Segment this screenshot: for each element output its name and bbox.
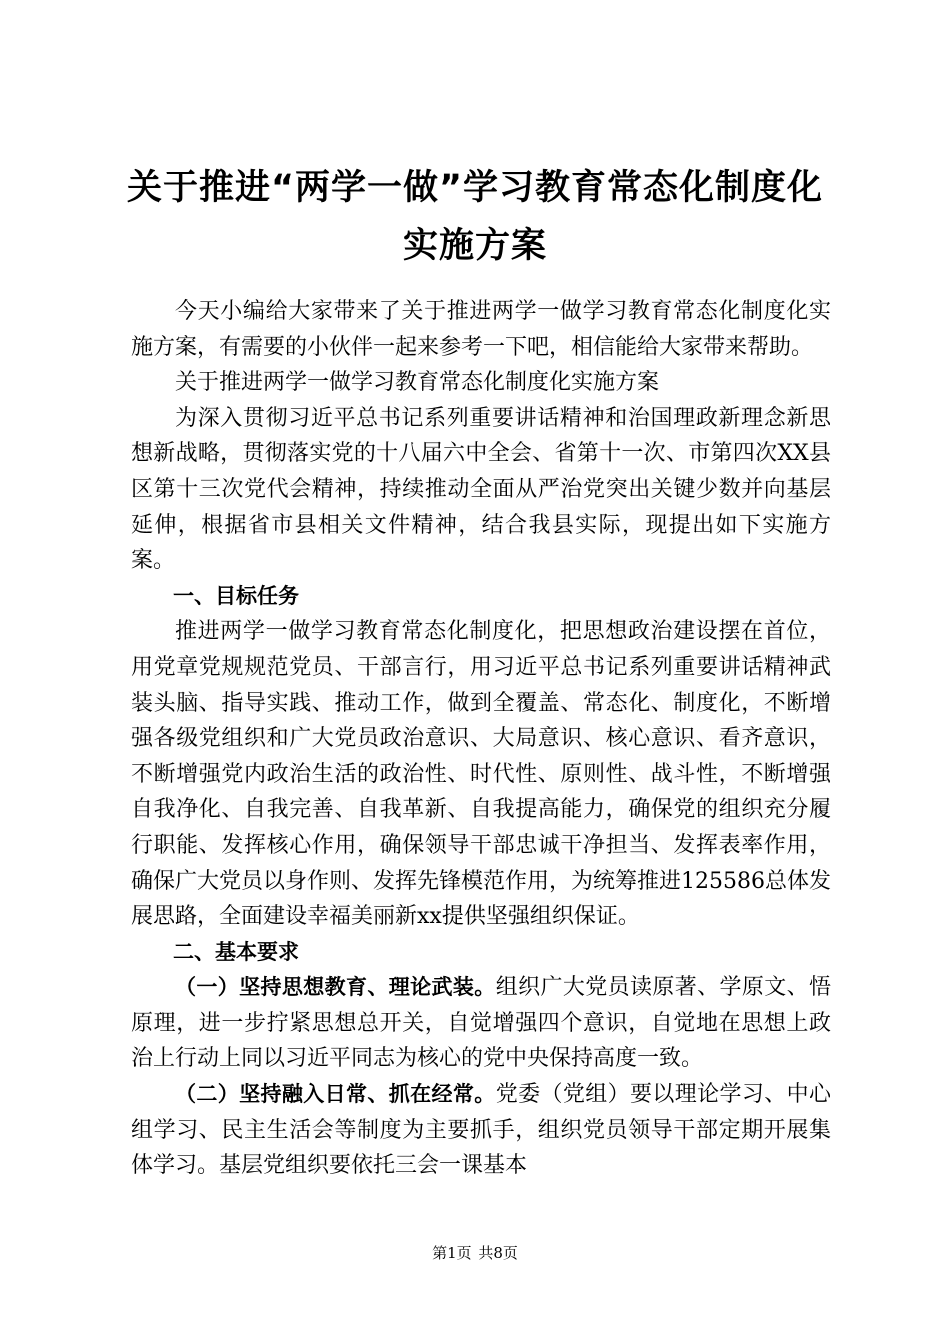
intro-paragraph: 今天小编给大家带来了关于推进两学一做学习教育常态化制度化实施方案，有需要的小伙伴一起来参考一下吧，相信能给大家带来帮助。	[131, 299, 831, 360]
document-title-line2: 实施方案	[402, 226, 547, 266]
goal-paragraph: 推进两学一做学习教育常态化制度化，把思想政治建设摆在首位，用党章党规规范党员、干部言行，用习近平总书记系列重要讲话精神武装头脑、指导实践、推动工作，做到全覆盖、常态化、制度化，不断增强各级党组织和广大党员政治意识、大局意识、核心意识、看齐意识，不断增强党内政治生活的政治性、时代性、原则性、战斗性，不断增强自我净化、自我完善、自我革新、自我提高能力，确保党的组织充分履行职能、发挥核心作用，确保领导干部忠诚干净担当、发挥表率作用，确保广大党员以身作则、发挥先锋模范作用，为统筹推进125586总体发展思路，全面建设幸福美丽新xx提供坚强组织保证。	[131, 619, 831, 930]
section-heading-goals: 一、目标任务	[173, 583, 299, 608]
page-number: 第1页	[432, 1244, 472, 1262]
requirement-2-lead: （二）坚持融入日常、抓在经常。	[175, 1082, 496, 1107]
section-heading-requirements: 二、基本要求	[173, 939, 299, 964]
preface-paragraph: 为深入贯彻习近平总书记系列重要讲话精神和治国理政新理念新思想新战略，贯彻落实党的十八届六中全会、省第十一次、市第四次XX县区第十三次党代会精神，持续推动全面从严治党突出关键少数并向基层延伸，根据省市县相关文件精神，结合我县实际，现提出如下实施方案。	[131, 405, 831, 574]
page-total: 共8页	[478, 1244, 518, 1262]
document-body	[131, 294, 831, 1184]
page-footer	[0, 1242, 950, 1263]
requirement-1-lead: （一）坚持思想教育、理论武装。	[175, 975, 496, 1000]
requirement-1-paragraph	[131, 970, 831, 1077]
subtitle-paragraph: 关于推进两学一做学习教育常态化制度化实施方案	[175, 370, 660, 396]
requirement-2-text: 党委（党组）要以理论学习、中心组学习、民主生活会等制度为主要抓手，组织党员领导干部定期开展集体学习。基层党组织要依托三会一课基本	[131, 1082, 831, 1179]
document-title-line1: 关于推进“两学一做”学习教育常态化制度化	[126, 168, 823, 208]
requirement-1-text: 组织广大党员读原著、学原文、悟原理，进一步拧紧思想总开关，自觉增强四个意识，自觉地在思想上政治上行动上同以习近平同志为核心的党中央保持高度一致。	[131, 975, 831, 1072]
requirement-2-paragraph	[131, 1077, 831, 1184]
